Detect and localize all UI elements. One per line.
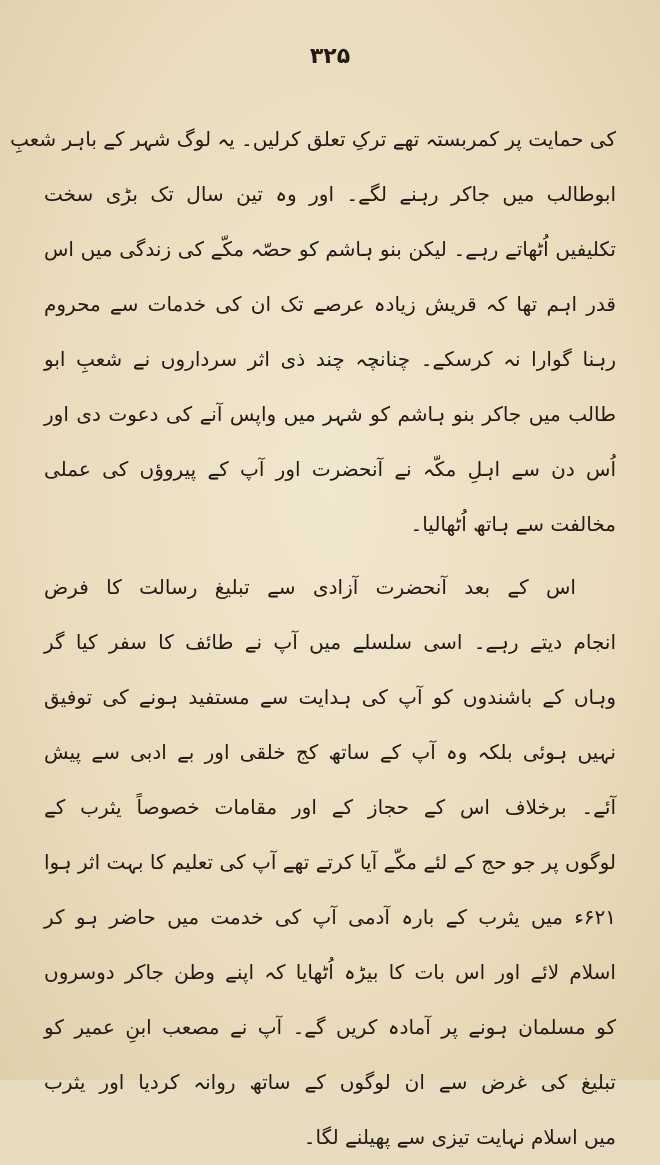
- text-line: کی حمایت پر کمربستہ تھے ترکِ تعلق کرلیں۔ یہ لوگ شہر کے باہر شعبِ: [10, 127, 616, 151]
- text-line: وہاں کے باشندوں کو آپ کی ہدایت سے مستفید ہونے کی توفیق: [44, 685, 616, 709]
- text-line: نہیں ہوئی بلکہ وہ آپ کے ساتھ کج خلقی اور بے ادبی سے پیش: [44, 740, 616, 764]
- paragraph-2: [44, 560, 616, 1165]
- text-line: ابوطالب میں جاکر رہنے لگے۔ اور وہ تین سال تک بڑی سخت: [44, 182, 616, 206]
- text-line: آئے۔ برخلاف اس کے حجاز کے اور مقامات خصوصاً یثرب کے: [44, 795, 616, 819]
- text-line: انجام دیتے رہے۔ اسی سلسلے میں آپ نے طائف کا سفر کیا گر: [44, 630, 616, 654]
- text-line: تکلیفیں اُٹھاتے رہے۔ لیکن بنو ہاشم کو حصّہ مکّے کی زندگی میں اس: [44, 237, 616, 261]
- text-line: مخالفت سے ہاتھ اُٹھالیا۔: [410, 512, 616, 536]
- text-line: ۶۲۱ء میں یثرب کے بارہ آدمی آپ کی خدمت میں حاضر ہو کر: [44, 905, 616, 929]
- text-line: اسلام لائے اور اس بات کا بیڑہ اُٹھایا کہ اپنے وطن جاکر دوسروں: [44, 960, 616, 984]
- text-line: قدر اہم تھا کہ قریش زیادہ عرصے تک ان کی خدمات سے محروم: [44, 292, 616, 316]
- text-line: اس کے بعد آنحضرت آزادی سے تبلیغ رسالت کا فرض: [44, 575, 576, 599]
- text-line: طالب میں جاکر بنو ہاشم کو شہر میں واپس آنے کی دعوت دی اور: [44, 402, 616, 426]
- text-line: رہنا گوارا نہ کرسکے۔ چنانچہ چند ذی اثر سرداروں نے شعبِ ابو: [44, 347, 616, 371]
- text-line: لوگوں پر جو حج کے لئے مکّے آیا کرتے تھے آپ کی تعلیم کا بہت اثر ہوا: [44, 850, 616, 874]
- text-line: اُس دن سے اہلِ مکّہ نے آنحضرت اور آپ کے پیروؤں کی عملی: [44, 457, 616, 481]
- page-body: [10, 112, 616, 1165]
- page-number: ۳۲۵: [309, 44, 351, 69]
- paragraph-gap: [44, 552, 616, 560]
- text-line: تبلیغ کی غرض سے ان لوگوں کے ساتھ روانہ کردیا اور یثرب: [44, 1070, 616, 1094]
- paragraph-1: [10, 112, 616, 552]
- text-line: میں اسلام نہایت تیزی سے پھیلنے لگا۔: [303, 1125, 616, 1149]
- text-line: کو مسلمان ہونے پر آمادہ کریں گے۔ آپ نے مصعب ابنِ عمیر کو: [44, 1015, 616, 1039]
